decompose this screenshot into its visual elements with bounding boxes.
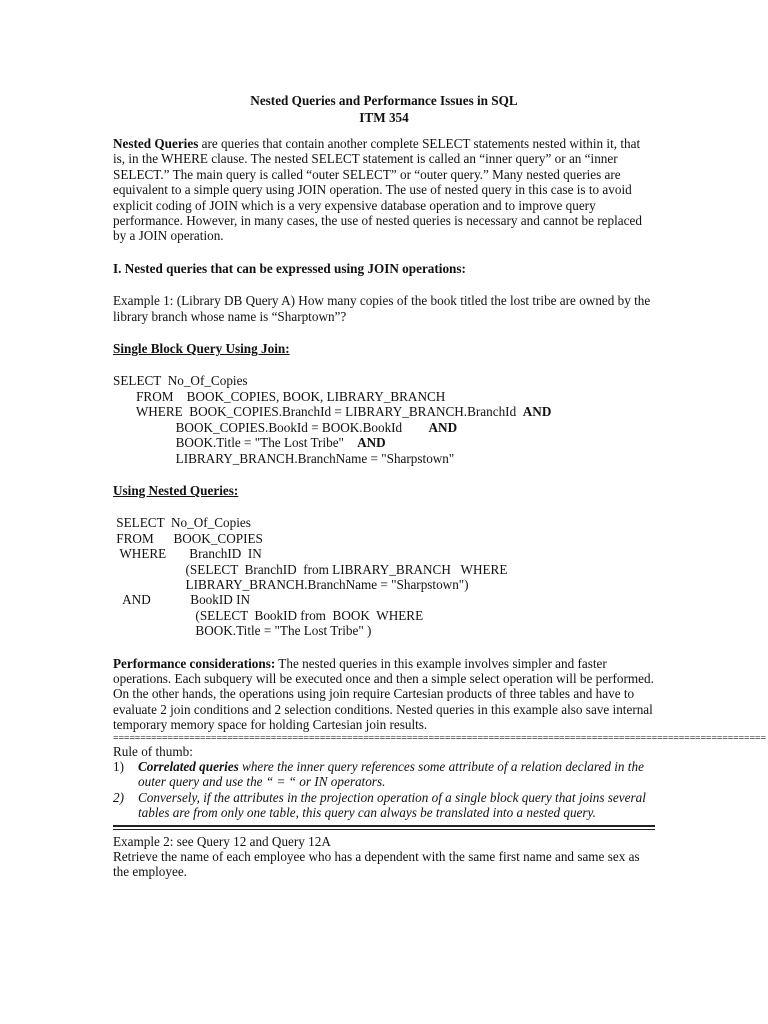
performance-paragraph xyxy=(113,656,655,733)
rule-of-thumb-list xyxy=(113,759,655,821)
sql-and-keyword: AND xyxy=(522,404,552,420)
list-number: 1) xyxy=(113,759,124,774)
separator-rule: ======================================================================================================================== xyxy=(113,732,766,744)
example-2-text: Retrieve the name of each employee who has a dependent with the same first name and same sex as the employee. xyxy=(113,849,640,880)
document-page xyxy=(113,92,766,880)
sql-line: WHERE BranchID IN xyxy=(113,546,262,562)
sql-line: FROM BOOK_COPIES xyxy=(113,530,263,546)
sql-line: AND BookID IN xyxy=(113,592,250,608)
document-title: Nested Queries and Performance Issues in SQL xyxy=(250,93,518,108)
sql-line: BOOK.Title = "The Lost Tribe" ) xyxy=(113,623,372,639)
sql-line: LIBRARY_BRANCH.BranchName = "Sharpstown" xyxy=(113,450,455,466)
nested-query-heading: Using Nested Queries: xyxy=(113,482,239,498)
performance-term: Performance considerations: xyxy=(113,655,276,671)
list-number: 2) xyxy=(113,789,124,805)
sql-line: (SELECT BookID from BOOK WHERE xyxy=(113,607,424,623)
performance-text: The nested queries in this example involves simpler and faster operations. Each subquery will be executed once and then a simple select operation will be performed. On the other hands, the operations using join require Cartesian products of three tables and have to evaluate 2 join conditions and 2 selection conditions. Nested queries in this example also save internal temporary memory space for holding Cartesian join results. xyxy=(113,655,654,733)
sql-and-keyword: AND xyxy=(428,419,458,435)
intro-term: Nested Queries xyxy=(113,136,199,151)
sql-line: BOOK_COPIES.BookId = BOOK.BookId AND xyxy=(113,419,458,435)
sql-and-keyword: AND xyxy=(357,435,386,451)
list-item-text: Conversely, if the attributes in the projection operation of a single block query that joins several tables are from only one table, this query can always be translated into a nested query. xyxy=(138,789,646,821)
intro-text: are queries that contain another complete SELECT statements nested within it, that is, in the WHERE clause. The nested SELECT statement is called an “inner query” or an “inner SELECT.” The main query is called “outer SELECT” or “outer query.” Many nested queries are equivalent to a simple query using JOIN operation. The use of nested query in this case is to avoid explicit coding of JOIN which is a very expensive database operation and to improve query performance. However, in many cases, the use of nested queries is necessary and cannot be replaced by a JOIN operation. xyxy=(113,136,642,244)
sql-line: SELECT No_Of_Copies xyxy=(113,515,251,531)
sql-line: SELECT No_Of_Copies xyxy=(113,373,248,389)
example-2-heading: Example 2: see Query 12 and Query 12A xyxy=(113,833,331,849)
correlated-queries-term: Correlated queries xyxy=(138,759,239,774)
document-header xyxy=(113,92,655,126)
sql-line: WHERE BOOK_COPIES.BranchId = LIBRARY_BRANCH.BranchId AND xyxy=(113,404,552,420)
course-code: ITM 354 xyxy=(359,110,409,125)
list-item xyxy=(113,790,655,821)
nested-query-code xyxy=(113,515,655,638)
rule-of-thumb-label: Rule of thumb: xyxy=(113,743,193,759)
separator-double-rule xyxy=(113,825,655,830)
list-item-text: where the inner query references some attribute of a relation declared in the outer query and use the “ = “ or IN operators. xyxy=(138,759,644,790)
sql-line: LIBRARY_BRANCH.BranchName = "Sharpstown") xyxy=(113,576,469,592)
join-query-code xyxy=(113,373,655,465)
join-query-heading: Single Block Query Using Join: xyxy=(113,341,290,357)
section-heading: I. Nested queries that can be expressed using JOIN operations: xyxy=(113,260,466,276)
intro-paragraph xyxy=(113,136,655,244)
sql-line: BOOK.Title = "The Lost Tribe" AND xyxy=(113,435,386,451)
list-item xyxy=(113,759,655,790)
example-1: Example 1: (Library DB Query A) How many copies of the book titled the lost tribe are owned by the library branch whose name is “Sharptown”? xyxy=(113,293,651,324)
sql-line: FROM BOOK_COPIES, BOOK, LIBRARY_BRANCH xyxy=(113,388,446,404)
sql-line: (SELECT BranchID from LIBRARY_BRANCH WHERE xyxy=(113,561,508,577)
